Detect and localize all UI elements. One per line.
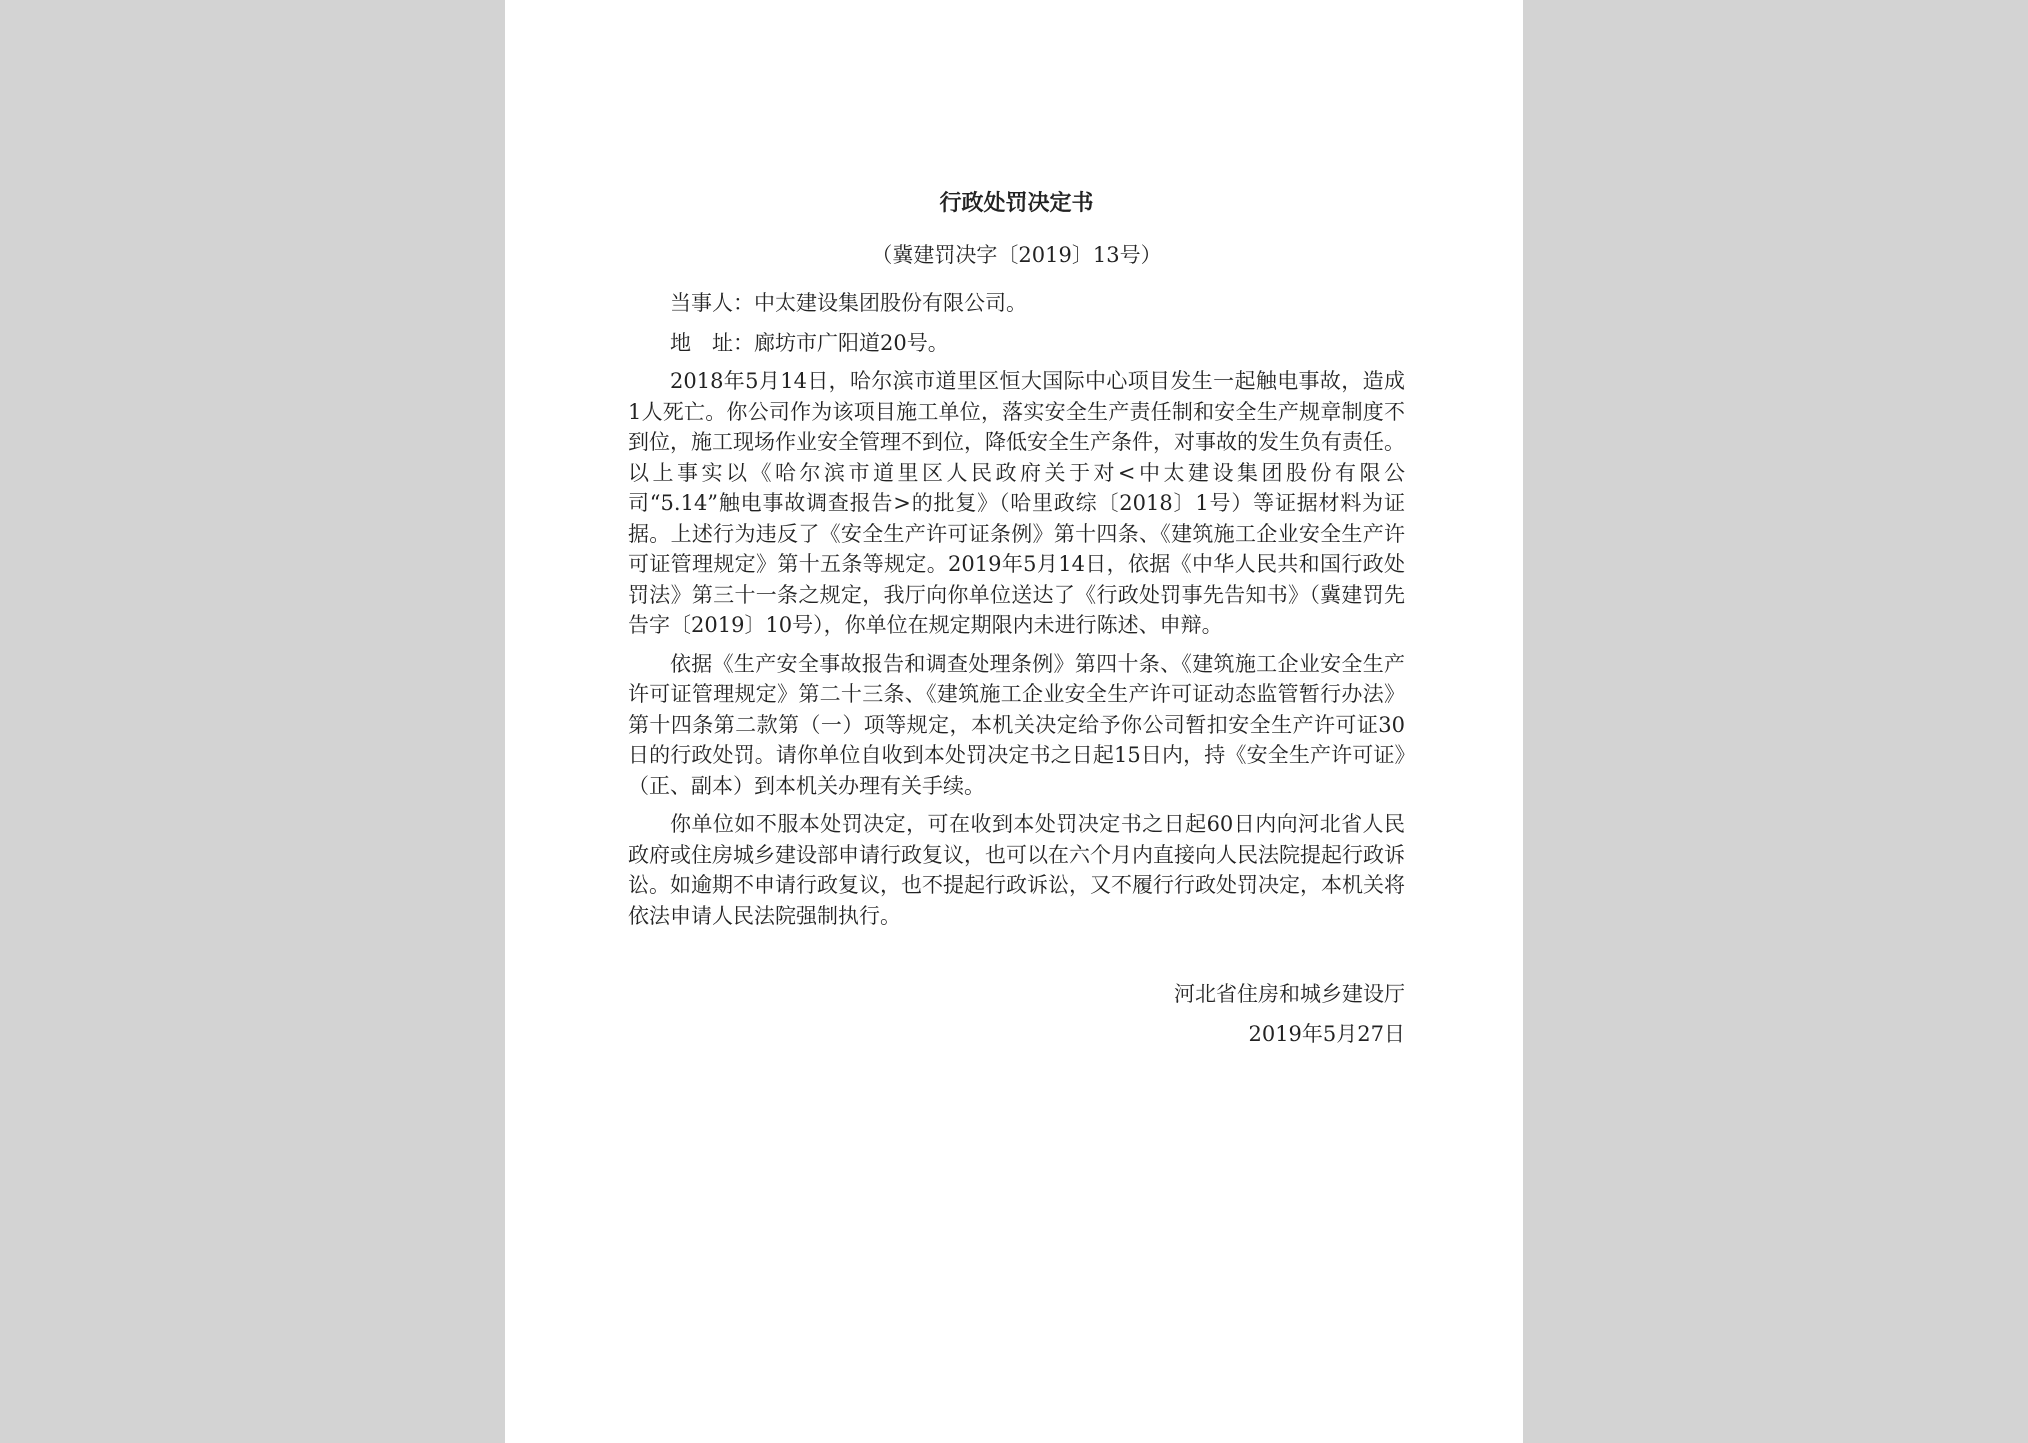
paragraph-appeal: 你单位如不服本处罚决定，可在收到本处罚决定书之日起60日内向河北省人民政府或住房城乡建设部申请行政复议，也可以在六个月内直接向人民法院提起行政诉讼。如逾期不申请行政复议，也不提起行政诉讼，又不履行行政处罚决定，本机关将依法申请人民法院强制执行。	[628, 812, 1405, 928]
issue-date: 2019年5月27日	[1248, 1022, 1405, 1046]
paragraph-decision: 依据《生产安全事故报告和调查处理条例》第四十条、《建筑施工企业安全生产许可证管理规定》第二十三条、《建筑施工企业安全生产许可证动态监管暂行办法》第十四条第二款第（一）项等规定，本机关决定给予你公司暂扣安全生产许可证30日的行政处罚。请你单位自收到本处罚决定书之日起15日内，持《安全生产许可证》（正、副本）到本机关办理有关手续。	[628, 651, 1405, 798]
document-number: （冀建罚决字〔2019〕13号）	[871, 243, 1162, 267]
party-field: 当事人：中太建设集团股份有限公司。	[670, 291, 1027, 315]
issuer-name: 河北省住房和城乡建设厅	[1174, 982, 1405, 1006]
address-field: 地 址：廊坊市广阳道20号。	[670, 331, 949, 355]
paragraph-facts: 2018年5月14日，哈尔滨市道里区恒大国际中心项目发生一起触电事故，造成1人死亡。你公司作为该项目施工单位，落实安全生产责任制和安全生产规章制度不到位，施工现场作业安全管理不到位，降低安全生产条件，对事故的发生负有责任。以上事实以《哈尔滨市道里区人民政府关于对<中太建设集团股份有限公司“5.14”触电事故调查报告>的批复》（哈里政综〔2018〕1号）等证据材料为证据。上述行为违反了《安全生产许可证条例》第十四条、《建筑施工企业安全生产许可证管理规定》第十五条等规定。2019年5月14日，依据《中华人民共和国行政处罚法》第三十一条之规定，我厅向你单位送达了《行政处罚事先告知书》（冀建罚先告字〔2019〕10号），你单位在规定期限内未进行陈述、申辩。	[628, 369, 1405, 637]
document-page	[505, 0, 1523, 1443]
document-title: 行政处罚决定书	[939, 190, 1094, 216]
